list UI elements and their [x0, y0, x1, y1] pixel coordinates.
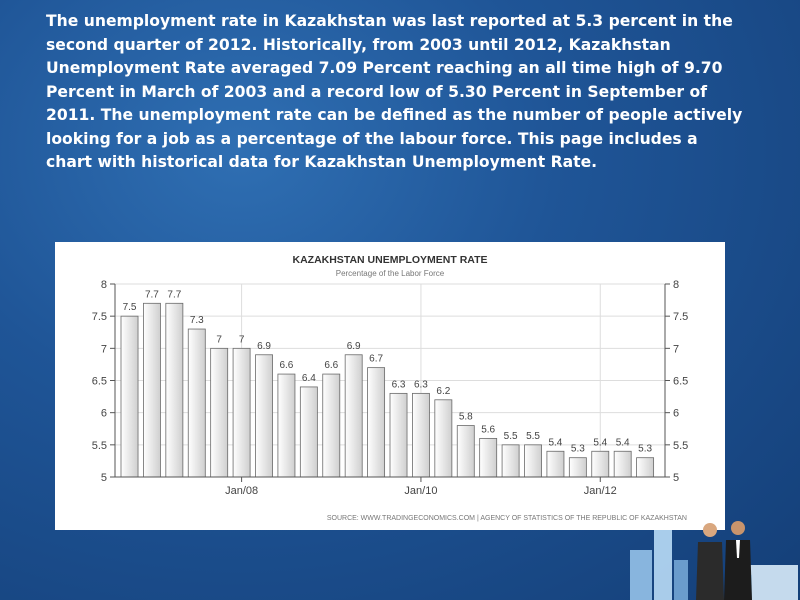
- bar: [525, 445, 542, 477]
- bar-value-label: 5.3: [570, 443, 585, 455]
- bar: [412, 393, 429, 477]
- bar-value-label: 5.3: [638, 443, 653, 455]
- bar-value-label: 7.5: [122, 302, 137, 314]
- bar-value-label: 6.9: [257, 340, 271, 352]
- bar-value-label: 7.3: [189, 315, 204, 327]
- y-tick-label-right: 6: [673, 407, 680, 420]
- chart-source: SOURCE: WWW.TRADINGECONOMICS.COM | AGENCY OF STATISTICS OF THE REPUBLIC OF KAZAKHSTAN: [326, 515, 687, 522]
- unemployment-chart: [55, 242, 725, 530]
- y-tick-label-right: 6.5: [673, 375, 689, 388]
- bar-value-label: 5.5: [526, 430, 540, 442]
- bar: [457, 426, 474, 477]
- bar-value-label: 5.6: [481, 424, 496, 436]
- x-tick-label: Jan/12: [583, 485, 617, 497]
- bar: [121, 316, 138, 477]
- y-tick-label-left: 5: [100, 472, 107, 484]
- bar: [502, 445, 519, 477]
- bar: [390, 393, 407, 477]
- bar: [547, 451, 564, 477]
- y-tick-label-right: 7: [673, 343, 680, 356]
- bar: [592, 451, 609, 477]
- bar: [233, 348, 250, 477]
- bar: [300, 387, 317, 477]
- bar: [345, 355, 362, 477]
- chart-panel: [55, 242, 725, 530]
- y-tick-label-right: 8: [673, 279, 680, 291]
- x-tick-label: Jan/08: [225, 485, 259, 497]
- bar-value-label: 5.4: [615, 437, 630, 449]
- bar-series: [121, 289, 654, 477]
- bar-value-label: 7.7: [167, 289, 182, 301]
- y-tick-label-left: 6: [100, 407, 107, 420]
- bar-value-label: 5.5: [503, 430, 518, 442]
- bar-value-label: 7.7: [144, 289, 159, 301]
- bar-value-label: 6.6: [324, 360, 339, 372]
- bar-value-label: 6.3: [391, 379, 406, 391]
- bar-value-label: 6.9: [346, 340, 361, 352]
- bar: [211, 348, 228, 477]
- bar: [368, 368, 385, 477]
- bar: [637, 458, 654, 477]
- business-people-decoration: [690, 518, 760, 600]
- bar-value-label: 6.3: [413, 379, 428, 391]
- x-tick-label: Jan/10: [404, 485, 438, 497]
- bar: [435, 400, 452, 477]
- bar: [256, 355, 273, 477]
- bar-value-label: 5.4: [548, 437, 563, 449]
- chart-title: KAZAKHSTAN UNEMPLOYMENT RATE: [292, 254, 488, 266]
- y-tick-label-left: 8: [100, 279, 107, 291]
- bar-value-label: 5.8: [458, 411, 473, 423]
- bar-value-label: 7: [238, 334, 245, 346]
- bar: [166, 303, 183, 477]
- bar-value-label: 7: [216, 334, 222, 346]
- bar-value-label: 6.6: [279, 360, 294, 372]
- bar: [614, 451, 631, 477]
- y-tick-label-right: 5.5: [673, 439, 689, 452]
- y-tick-label-right: 5: [673, 472, 680, 484]
- y-tick-label-left: 7.5: [91, 311, 107, 324]
- bar-value-label: 6.2: [436, 385, 451, 397]
- bar: [143, 303, 160, 477]
- bar: [480, 438, 497, 477]
- y-tick-label-left: 5.5: [91, 439, 107, 452]
- bar: [323, 374, 340, 477]
- bar-value-label: 6.4: [301, 372, 316, 384]
- bar: [569, 458, 586, 477]
- bar: [188, 329, 205, 477]
- chart-subtitle: Percentage of the Labor Force: [335, 269, 445, 278]
- y-tick-label-left: 6.5: [91, 375, 107, 388]
- bar-value-label: 6.7: [369, 353, 384, 365]
- y-tick-label-left: 7: [100, 343, 107, 356]
- y-tick-label-right: 7.5: [673, 311, 689, 324]
- slide-paragraph: The unemployment rate in Kazakhstan was last reported at 5.3 percent in the second quarter of 2012. Historically, from 2003 until 2012, Kazakhstan Unemployment Rate averaged 7.09 Percent reaching an all time high of 9.70 Percent in March of 2003 and a record low of 5.30 Percent in September of 2011. The unemployment rate can be defined as the number of people actively looking for a job as a percentage of the labour force. This page includes a chart with historical data for Kazakhstan Unemployment Rate.: [46, 12, 743, 171]
- bar: [278, 374, 295, 477]
- bar-value-label: 5.4: [593, 437, 608, 449]
